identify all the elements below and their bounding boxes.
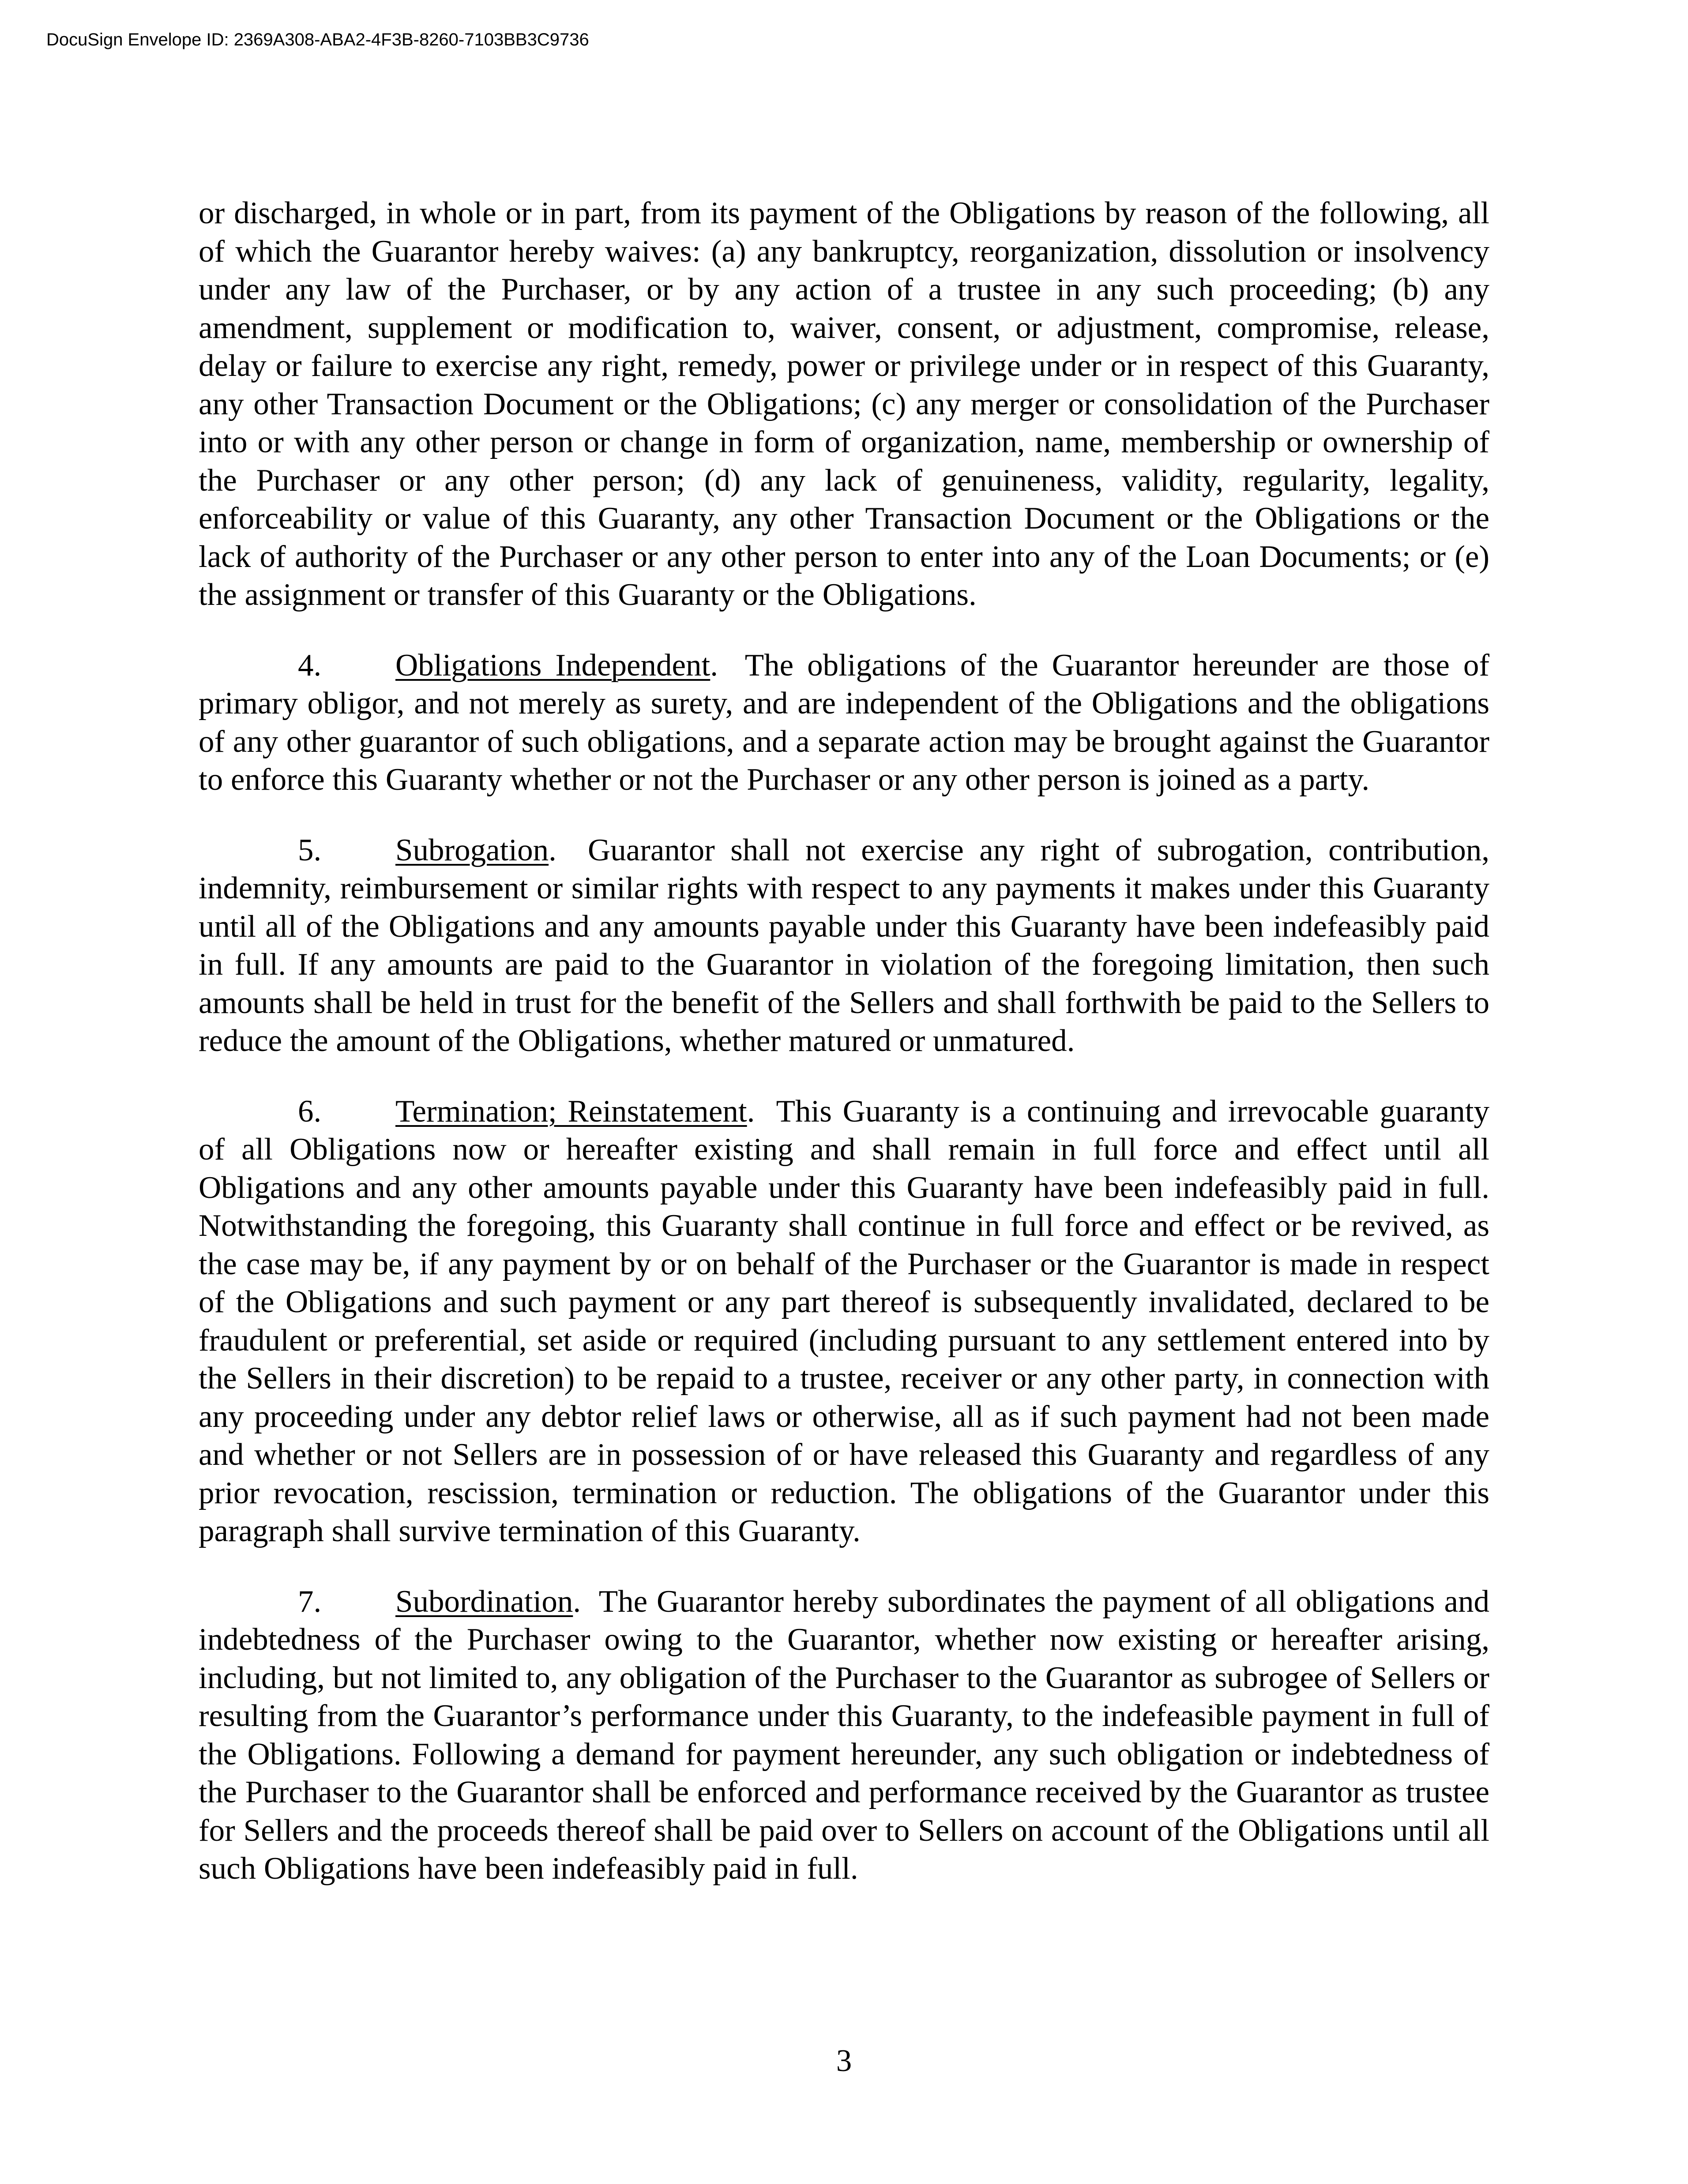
page-number: 3 xyxy=(836,2044,852,2078)
section-4-text: The obligations of the Guarantor hereunder are those of primary obligor, and not merely as surety, and are independent of the Obligations and the obligations of any other guarantor of such obligations, and a separate action may be brought against the Guarantor to enforce this Guaranty whether or not the Purchaser or any other person is joined as a party. xyxy=(199,648,1490,797)
section-6-heading: Termination; Reinstatement xyxy=(395,1094,747,1129)
section-4-heading: Obligations Independent xyxy=(395,648,711,683)
section-4-number: 4. xyxy=(298,648,322,683)
section-7-text: The Guarantor hereby subordinates the payment of all obligations and indebtedness of the Purchaser owing to the Guarantor, whether now existing or hereafter arising, including, but not limited to, any obligation of the Purchaser to the Guarantor as subrogee of Sellers or resulting from the Guarantor’s performance under this Guaranty, to the indefeasible payment in full of the Obligations. Following a demand for payment hereunder, any such obligation or indebtedness of the Purchaser to the Guarantor shall be enforced and performance received by the Guarantor as trustee for Sellers and the proceeds thereof shall be paid over to Sellers on account of the Obligations until all such Obligations have been indefeasibly paid in full. xyxy=(199,1584,1489,1886)
section-7-paragraph: 7. Subordination. The Guarantor hereby subordinates the payment of all obligations and indebtedness of the Purchaser owing to the Guarantor, whether now existing or hereafter arising, including, but not limited to, any obligation of the Purchaser to the Guarantor as subrogee of Sellers or resulting from the Guarantor’s performance under this Guaranty, to the indefeasible payment in full of the Obligations. Following a demand for payment hereunder, any such obligation or indebtedness of the Purchaser to the Guarantor shall be enforced and performance received by the Guarantor as trustee for Sellers and the proceeds thereof shall be paid over to Sellers on account of the Obligations until all such Obligations have been indefeasibly paid in full. xyxy=(199,1583,1489,1888)
section-6-number: 6. xyxy=(298,1094,322,1129)
document-body xyxy=(199,194,1489,1888)
section-7-number: 7. xyxy=(298,1584,322,1619)
section-5-paragraph: 5. Subrogation. Guarantor shall not exercise any right of subrogation, contribution, indemnity, reimbursement or similar rights with respect to any payments it makes under this Guaranty until all of the Obligations and any amounts payable under this Guaranty have been indefeasibly paid in full. If any amounts are paid to the Guarantor in violation of the foregoing limitation, then such amounts shall be held in trust for the benefit of the Sellers and shall forthwith be paid to the Sellers to reduce the amount of the Obligations, whether matured or unmatured. xyxy=(199,831,1489,1060)
section-6-paragraph: 6. Termination; Reinstatement. This Guaranty is a continuing and irrevocable guaranty of all Obligations now or hereafter existing and shall remain in full force and effect until all Obligations and any other amounts payable under this Guaranty have been indefeasibly paid in full. Notwithstanding the foregoing, this Guaranty shall continue in full force and effect or be revived, as the case may be, if any payment by or on behalf of the Purchaser or the Guarantor is made in respect of the Obligations and such payment or any part thereof is subsequently invalidated, declared to be fraudulent or preferential, set aside or required (including pursuant to any settlement entered into by the Sellers in their discretion) to be repaid to a trustee, receiver or any other party, in connection with any proceeding under any debtor relief laws or otherwise, all as if such payment had not been made and whether or not Sellers are in possession of or have released this Guaranty and regardless of any prior revocation, rescission, termination or reduction. The obligations of the Guarantor under this paragraph shall survive termination of this Guaranty. xyxy=(199,1092,1489,1550)
docusign-envelope-id: DocuSign Envelope ID: 2369A308-ABA2-4F3B-8260-7103BB3C9736 xyxy=(46,30,589,49)
section-5-number: 5. xyxy=(298,833,322,867)
section-7-heading: Subordination xyxy=(395,1584,573,1619)
section-5-heading: Subrogation xyxy=(395,833,549,867)
section-5-text: Guarantor shall not exercise any right of subrogation, contribution, indemnity, reimbursement or similar rights with respect to any payments it makes under this Guaranty until all of the Obligations and any amounts payable under this Guaranty have been indefeasibly paid in full. If any amounts are paid to the Guarantor in violation of the foregoing limitation, then such amounts shall be held in trust for the benefit of the Sellers and shall forthwith be paid to the Sellers to reduce the amount of the Obligations, whether matured or unmatured. xyxy=(199,833,1489,1058)
section-6-text: This Guaranty is a continuing and irrevocable guaranty of all Obligations now or hereafter existing and shall remain in full force and effect until all Obligations and any other amounts payable under this Guaranty have been indefeasibly paid in full. Notwithstanding the foregoing, this Guaranty shall continue in full force and effect or be revived, as the case may be, if any payment by or on behalf of the Purchaser or the Guarantor is made in respect of the Obligations and such payment or any part thereof is subsequently invalidated, declared to be fraudulent or preferential, set aside or required (including pursuant to any settlement entered into by the Sellers in their discretion) to be repaid to a trustee, receiver or any other party, in connection with any proceeding under any debtor relief laws or otherwise, all as if such payment had not been made and whether or not Sellers are in possession of or have released this Guaranty and regardless of any prior revocation, rescission, termination or reduction. The obligations of the Guarantor under this paragraph shall survive termination of this Guaranty. xyxy=(199,1094,1489,1548)
section-4-paragraph: 4. Obligations Independent. The obligations of the Guarantor hereunder are those of primary obligor, and not merely as surety, and are independent of the Obligations and the obligations of any other guarantor of such obligations, and a separate action may be brought against the Guarantor to enforce this Guaranty whether or not the Purchaser or any other person is joined as a party. xyxy=(199,646,1489,799)
continuation-paragraph: or discharged, in whole or in part, from its payment of the Obligations by reason of the following, all of which the Guarantor hereby waives: (a) any bankruptcy, reorganization, dissolution or insolvency under any law of the Purchaser, or by any action of a trustee in any such proceeding; (b) any amendment, supplement or modification to, waiver, consent, or adjustment, compromise, release, delay or failure to exercise any right, remedy, power or privilege under or in respect of this Guaranty, any other Transaction Document or the Obligations; (c) any merger or consolidation of the Purchaser into or with any other person or change in form of organization, name, membership or ownership of the Purchaser or any other person; (d) any lack of genuineness, validity, regularity, legality, enforceability or value of this Guaranty, any other Transaction Document or the Obligations or the lack of authority of the Purchaser or any other person to enter into any of the Loan Documents; or (e) the assignment or transfer of this Guaranty or the Obligations. xyxy=(199,196,1489,612)
